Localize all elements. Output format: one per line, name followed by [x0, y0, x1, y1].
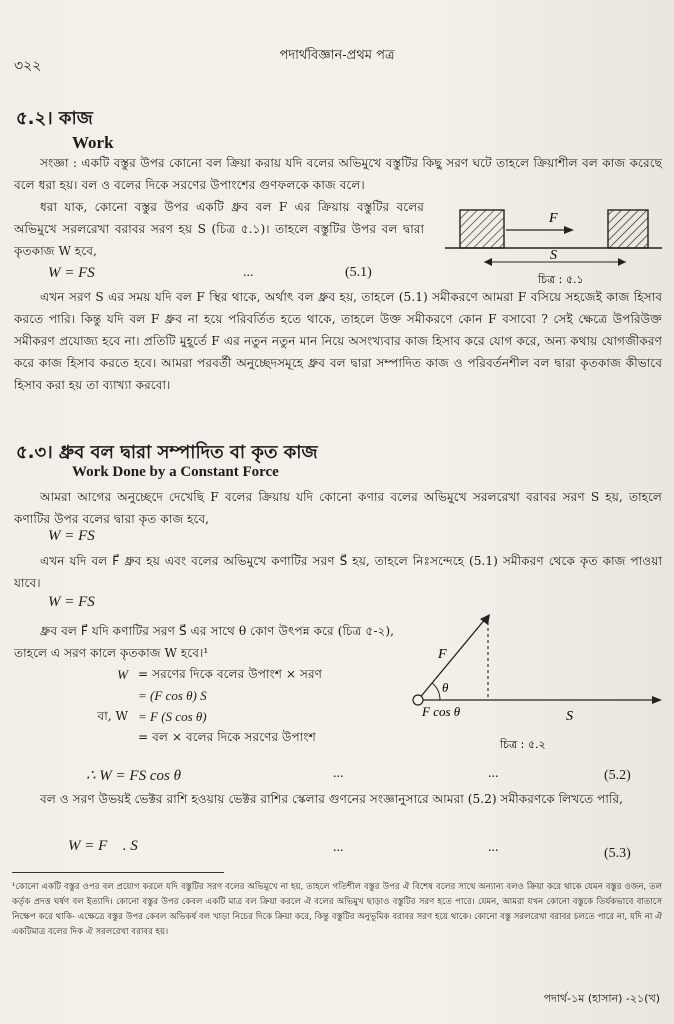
equation-fs-2: W = FS [48, 594, 95, 610]
work-derivation [60, 664, 380, 748]
block-final [608, 210, 648, 248]
equation-5-2-dots-2: ... [488, 766, 499, 781]
force-vector-label: F⃗ [438, 647, 458, 662]
page-footer: পদার্থ-১ম (হাসান) -২১(খ) [543, 992, 660, 1005]
derivation-line-1: W = সরণের দিকে বলের উপাংশ × সরণ [117, 667, 323, 682]
derivation-line-4: = বল × বলের দিকে সরণের উপাংশ [138, 730, 316, 744]
angle-label: θ [442, 680, 449, 695]
equation-fs-1: W = FS [48, 528, 95, 544]
work-intro-paragraph: ধরা যাক, কোনো বস্তুর উপর একটি ধ্রুব বল F এর ক্রিয়ায় বস্তুটির বলের অভিমুখে সরলরেখা বরাবর সরণ হয় S (চিত্র ৫.১)। তাহলে বস্তুটির উপর বল দ্বারা কৃতকাজ W হবে, [14, 200, 424, 258]
page-number: ৩২২ [14, 58, 42, 74]
equation-5-1: W = FS [48, 265, 95, 281]
equation-5-3: W = F⃗ . S⃗ [68, 838, 150, 854]
equation-number-5-3: (5.3) [604, 846, 631, 861]
displacement-arrowhead [652, 696, 662, 704]
work-definition: সংজ্ঞা : একটি বস্তুর উপর কোনো বল ক্রিয়া করায় যদি বলের অভিমুখে বস্তুটির কিছু সরণ ঘটে তাহলে ক্রিয়াশীল বল কাজ করেছে বলে ধরা হয়। বল ও বলের দিকে সরণের উপাংশের গুণফলকে কাজ বলে। [14, 156, 662, 192]
equation-number-5-2: (5.2) [604, 768, 631, 783]
equation-dots: ... [243, 265, 254, 280]
footnote: ¹কোনো একটি বস্তুর ওপর বল প্রয়োগ করলে যদি বস্তুটির সরণ বলের অভিমুখে না হয়, তাহলে গতিশীল বস্তুর উপর ঐ বিশেষ বলের সাথে অন্যান্য বলও ক্রিয়া করে থাকে যেমন বস্তুর ওজন, তল কর্তৃক প্রদত্ত ঘর্ষণ বল ইত্যাদি। কোনো বস্তুর উপর কেবল একটি মাত্র বল ক্রিয়া করলে ঐ বলের অভিমুখ ছাড়াও বস্তুটির সরণ হতে পারে। যেমন, আমরা যখন কোনো বস্তুকে তির্যকভাবে বাতাসে নিক্ষেপ করে থাকি- এক্ষেত্রে বস্তুর উপর কেবল অভিকর্ষ বল খাড়া নিচের দিকে ক্রিয়া করে, কিন্তু বস্তুটির অনুভূমিক বরাবর সরণ হয়ে থাকে। কোনো বস্তু সরলরেখা বরাবর চলতে পারে না, যদি না ঐ একটিমাত্র বলের দিক ঐ সরলরেখা বরাবর হয়। [12, 882, 662, 937]
equation-number-5-1: (5.1) [345, 265, 372, 280]
component-label: F cos θ [422, 704, 461, 719]
equation-5-2-dots-1: ... [333, 766, 344, 781]
figure-5-1 [440, 196, 665, 288]
force-arrowhead [564, 226, 574, 234]
section-5-3-title: ৫.৩। ধ্রুব বল দ্বারা সম্পাদিত বা কৃত কাজ [16, 442, 318, 463]
block-initial [460, 210, 504, 248]
displacement-vector-label: S⃗ [566, 709, 584, 724]
constant-force-paragraph-3: ধ্রুব বল F⃗ যদি কণাটির সরণ S⃗ এর সাথে θ কোণ উৎপন্ন করে (চিত্র ৫-২), তাহলে এ সরণ কালে কৃতকাজ W হবে।¹ [14, 624, 394, 660]
running-title: পদার্থবিজ্ঞান-প্রথম পত্র [279, 48, 395, 63]
figure-5-2-caption: চিত্র : ৫.২ [500, 738, 546, 751]
section-5-3-english-title: Work Done by a Constant Force [72, 464, 279, 480]
figure-5-2 [402, 608, 667, 756]
force-label: F [549, 211, 558, 226]
constant-force-paragraph-2: এখন যদি বল F⃗ ধ্রুব হয় এবং বলের অভিমুখে কণাটির সরণ S⃗ হয়, তাহলে নিঃসন্দেহে (5.1) সমীকরণ থেকে কৃত কাজ পাওয়া যাবে। [14, 554, 662, 590]
derivation-line-3: বা, W = F (S cos θ) [97, 709, 207, 724]
equation-5-3-dots-2: ... [488, 840, 499, 855]
work-variable-force-paragraph: এখন সরণ S এর সময় যদি বল F স্থির থাকে, অর্থাৎ বল ধ্রুব হয়, তাহলে (5.1) সমীকরণে আমরা F বসিয়ে সহজেই কাজ হিসাব করতে পারি। কিন্তু যদি বল F ধ্রুব না হয়ে পরিবর্তিত হতে থাকে, তাহলে উক্ত সমীকরণে কোন F বসাবো ? সেই ক্ষেত্রে উপরিউক্ত সমীকরণ প্রযোজ্য হবে না। প্রতিটি মুহূর্তে F এর নতুন নতুন মান নিয়ে অসংখ্যবার কাজ হিসাব করে যোগ করে, অন্য কথায় যোগজীকরণ করে কাজ হিসাব করতে হবে। আমরা পরবর্তী অনুচ্ছেদসমূহে ধ্রুব বল দ্বারা সম্পাদিত কাজ ও পরিবর্তনশীল বল দ্বারা কৃতকাজ কীভাবে হিসাব করা হয় তা ব্যাখ্যা করবো। [14, 290, 662, 392]
equation-5-3-dots-1: ... [333, 840, 344, 855]
section-5-2-title: ৫.২। কাজ [16, 108, 93, 129]
figure-5-1-caption: চিত্র : ৫.১ [538, 273, 584, 286]
displacement-left-arrowhead [484, 258, 492, 266]
section-5-2-english-title: Work [72, 133, 114, 152]
angle-arc [432, 683, 440, 700]
constant-force-paragraph-1: আমরা আগের অনুচ্ছেদে দেখেছি F বলের ক্রিয়ায় যদি কোনো কণার বলের অভিমুখে সরলরেখা বরাবর সরণ S হয়, তাহলে কণাটির উপর বলের দ্বারা কৃত কাজ হবে, [14, 490, 662, 526]
displacement-label: S [550, 248, 557, 263]
footnote-divider [12, 872, 224, 873]
equation-5-2: ∴ W = FS cos θ [86, 768, 181, 784]
displacement-right-arrowhead [618, 258, 626, 266]
derivation-line-2: = (F cos θ) S [138, 688, 207, 703]
vector-form-paragraph: বল ও সরণ উভয়ই ভেক্টর রাশি হওয়ায় ভেক্টর রাশির স্কেলার গুণনের সংজ্ঞানুসারে আমরা (5.2) সমীকরণকে লিখতে পারি, [40, 792, 624, 806]
